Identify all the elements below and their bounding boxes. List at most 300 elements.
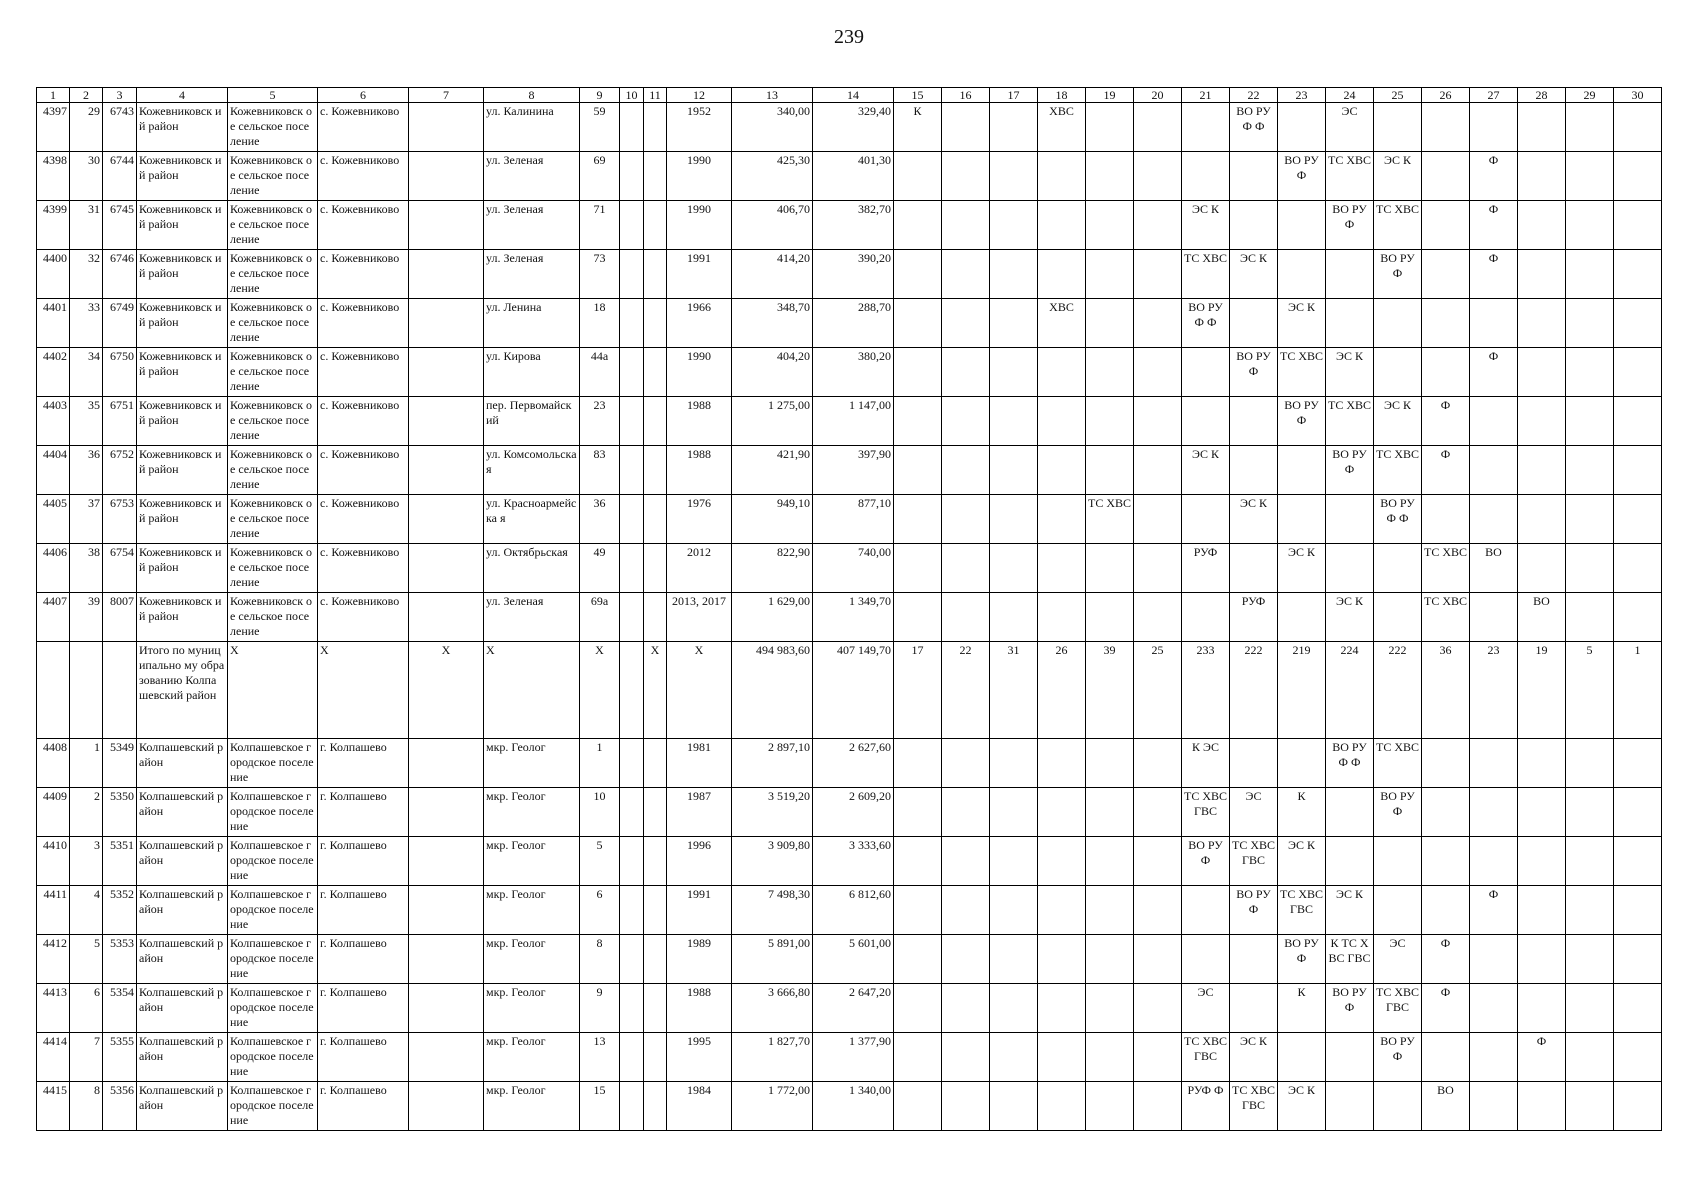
table-cell (644, 739, 667, 788)
table-cell (1038, 495, 1086, 544)
table-cell (1086, 397, 1134, 446)
table-cell: Кожевниковск ое сельское поселение (228, 397, 318, 446)
table-cell (1182, 495, 1230, 544)
table-cell: 35 (70, 397, 103, 446)
table-cell (1326, 837, 1374, 886)
table-cell (894, 201, 942, 250)
table-cell (1374, 886, 1422, 935)
table-cell: Кожевниковск ое сельское поселение (228, 593, 318, 642)
table-cell: с. Кожевниково (318, 495, 409, 544)
table-cell (990, 1033, 1038, 1082)
table-cell: 15 (580, 1082, 620, 1131)
table-cell (644, 544, 667, 593)
table-cell (942, 299, 990, 348)
table-cell (620, 299, 644, 348)
table-cell: с. Кожевниково (318, 397, 409, 446)
column-header-27: 27 (1470, 88, 1518, 103)
table-cell (990, 103, 1038, 152)
table-cell: ВО РУФ Ф (1230, 103, 1278, 152)
table-row (37, 788, 1662, 837)
table-cell (894, 1033, 942, 1082)
table-cell: 4406 (37, 544, 70, 593)
table-cell: г. Колпашево (318, 837, 409, 886)
column-header-3: 3 (103, 88, 137, 103)
table-row (37, 446, 1662, 495)
table-cell (1230, 544, 1278, 593)
table-cell (1614, 299, 1662, 348)
table-cell: 25 (1134, 642, 1182, 739)
table-cell: ТС ХВС (1182, 250, 1230, 299)
table-cell: К ЭС (1182, 739, 1230, 788)
table-cell: 406,70 (732, 201, 813, 250)
table-cell: ВО РУФ (1374, 1033, 1422, 1082)
table-cell: 1976 (667, 495, 732, 544)
table-cell: 5 891,00 (732, 935, 813, 984)
table-cell: 6752 (103, 446, 137, 495)
table-cell (1086, 348, 1134, 397)
table-cell: X (409, 642, 484, 739)
table-cell: 31 (990, 642, 1038, 739)
table-cell (1422, 201, 1470, 250)
table-cell (1134, 984, 1182, 1033)
table-cell: X (228, 642, 318, 739)
table-cell: мкр. Геолог (484, 1082, 580, 1131)
table-cell: 6 (580, 886, 620, 935)
table-cell (1614, 446, 1662, 495)
column-header-12: 12 (667, 88, 732, 103)
table-cell (894, 1082, 942, 1131)
table-row (37, 886, 1662, 935)
table-cell: ЭС (1374, 935, 1422, 984)
table-cell: 36 (1422, 642, 1470, 739)
table-cell (1038, 1033, 1086, 1082)
table-cell: ВО РУФ (1278, 397, 1326, 446)
table-cell: ЭС К (1230, 250, 1278, 299)
table-cell: 4399 (37, 201, 70, 250)
table-cell: 6751 (103, 397, 137, 446)
table-cell (1086, 103, 1134, 152)
table-cell (990, 397, 1038, 446)
table-cell (1134, 397, 1182, 446)
table-cell: Ф (1470, 152, 1518, 201)
table-cell (1614, 935, 1662, 984)
table-cell: 7 (70, 1033, 103, 1082)
table-cell (894, 886, 942, 935)
table-cell (990, 348, 1038, 397)
table-cell (644, 495, 667, 544)
table-cell: 3 666,80 (732, 984, 813, 1033)
table-cell: 1990 (667, 152, 732, 201)
table-cell: 6743 (103, 103, 137, 152)
column-header-18: 18 (1038, 88, 1086, 103)
table-cell (620, 348, 644, 397)
table-cell (942, 103, 990, 152)
table-cell (990, 788, 1038, 837)
table-cell: 39 (70, 593, 103, 642)
table-cell (1518, 544, 1566, 593)
table-cell: 4400 (37, 250, 70, 299)
table-cell: ТС ХВС ГВС (1230, 1082, 1278, 1131)
table-cell (620, 446, 644, 495)
table-cell (1182, 397, 1230, 446)
table-row (37, 1082, 1662, 1131)
table-cell (942, 984, 990, 1033)
table-cell (1038, 739, 1086, 788)
column-header-24: 24 (1326, 88, 1374, 103)
table-cell: 83 (580, 446, 620, 495)
table-cell: ТС ХВС ГВС (1230, 837, 1278, 886)
table-cell (620, 152, 644, 201)
table-cell: ул. Зеленая (484, 201, 580, 250)
column-header-1: 1 (37, 88, 70, 103)
table-cell (1614, 886, 1662, 935)
table-cell: 1 (70, 739, 103, 788)
table-cell (1230, 984, 1278, 1033)
table-cell (1326, 1033, 1374, 1082)
column-header-25: 25 (1374, 88, 1422, 103)
table-cell: ВО РУФ (1326, 446, 1374, 495)
table-cell (1086, 1082, 1134, 1131)
table-cell: ВО РУФ (1326, 984, 1374, 1033)
table-cell: X (644, 642, 667, 739)
table-cell (1086, 788, 1134, 837)
table-cell: 421,90 (732, 446, 813, 495)
table-cell (894, 544, 942, 593)
table-cell: мкр. Геолог (484, 739, 580, 788)
table-cell: 4410 (37, 837, 70, 886)
table-cell: 2013, 2017 (667, 593, 732, 642)
column-header-29: 29 (1566, 88, 1614, 103)
table-cell (942, 1033, 990, 1082)
column-header-17: 17 (990, 88, 1038, 103)
table-cell (990, 935, 1038, 984)
table-cell (942, 250, 990, 299)
table-cell: ул. Зеленая (484, 250, 580, 299)
table-cell (1326, 250, 1374, 299)
table-cell: ТС ХВС (1422, 544, 1470, 593)
table-cell: 1988 (667, 446, 732, 495)
table-cell (1134, 593, 1182, 642)
table-cell (1518, 299, 1566, 348)
table-row (37, 103, 1662, 152)
table-cell (1278, 739, 1326, 788)
table-cell (1086, 837, 1134, 886)
table-cell: г. Колпашево (318, 1082, 409, 1131)
table-cell: ВО РУФ (1374, 250, 1422, 299)
table-cell: Ф (1470, 250, 1518, 299)
table-cell: Колпашевский район (137, 837, 228, 886)
column-header-11: 11 (644, 88, 667, 103)
table-cell (1614, 250, 1662, 299)
table-cell (409, 446, 484, 495)
column-number-row (37, 88, 1662, 103)
table-cell: ЭС (1182, 984, 1230, 1033)
table-cell (1566, 348, 1614, 397)
table-cell (1470, 788, 1518, 837)
table-cell: мкр. Геолог (484, 837, 580, 886)
table-cell (1134, 348, 1182, 397)
table-cell: Колпашевское городское поселение (228, 788, 318, 837)
table-cell: 17 (894, 642, 942, 739)
table-cell: 1996 (667, 837, 732, 886)
table-cell (990, 201, 1038, 250)
table-cell: 2012 (667, 544, 732, 593)
table-cell (409, 544, 484, 593)
table-cell: 1 377,90 (813, 1033, 894, 1082)
table-cell (942, 397, 990, 446)
table-cell: Кожевниковск ое сельское поселение (228, 544, 318, 593)
table-row (37, 837, 1662, 886)
table-cell: 224 (1326, 642, 1374, 739)
table-cell: ЭС К (1278, 544, 1326, 593)
table-cell: ВО РУФ (1230, 886, 1278, 935)
table-cell: Колпашевский район (137, 1082, 228, 1131)
table-cell (1326, 788, 1374, 837)
table-cell: ВО РУФ (1278, 935, 1326, 984)
table-cell (409, 348, 484, 397)
table-cell (70, 642, 103, 739)
table-cell (644, 935, 667, 984)
table-cell: 31 (70, 201, 103, 250)
table-cell: ЭС К (1230, 1033, 1278, 1082)
table-cell (1278, 103, 1326, 152)
table-cell: X (318, 642, 409, 739)
table-cell: 2 897,10 (732, 739, 813, 788)
table-cell (644, 593, 667, 642)
table-cell: 1989 (667, 935, 732, 984)
table-cell (620, 739, 644, 788)
table-row (37, 984, 1662, 1033)
table-cell: ТС ХВС (1278, 348, 1326, 397)
table-cell (1086, 201, 1134, 250)
table-cell (1230, 446, 1278, 495)
table-cell: 1952 (667, 103, 732, 152)
table-cell (942, 201, 990, 250)
table-cell (1470, 593, 1518, 642)
table-cell: ЭС (1326, 103, 1374, 152)
table-cell: ТС ХВС (1326, 397, 1374, 446)
table-cell (1182, 886, 1230, 935)
table-cell (1566, 495, 1614, 544)
table-row (37, 642, 1662, 739)
table-cell: 6 (70, 984, 103, 1033)
table-cell (1038, 348, 1086, 397)
table-cell (990, 739, 1038, 788)
table-cell: 1 349,70 (813, 593, 894, 642)
table-cell: 3 (70, 837, 103, 886)
table-cell (1086, 935, 1134, 984)
table-cell (1614, 593, 1662, 642)
column-header-19: 19 (1086, 88, 1134, 103)
table-cell (1326, 1082, 1374, 1131)
table-cell: 6744 (103, 152, 137, 201)
table-cell (644, 348, 667, 397)
table-cell (1038, 152, 1086, 201)
table-cell: 2 609,20 (813, 788, 894, 837)
table-cell (1422, 348, 1470, 397)
table-cell (1422, 788, 1470, 837)
table-cell: ул. Комсомольская (484, 446, 580, 495)
table-cell (1134, 837, 1182, 886)
table-cell (1614, 152, 1662, 201)
table-cell (1614, 103, 1662, 152)
table-cell (1038, 446, 1086, 495)
table-cell: 2 (70, 788, 103, 837)
table-cell: 1990 (667, 348, 732, 397)
table-cell (1182, 935, 1230, 984)
table-cell (409, 103, 484, 152)
table-cell (1038, 837, 1086, 886)
table-cell: 1988 (667, 984, 732, 1033)
table-cell: Колпашевский район (137, 935, 228, 984)
table-cell (1374, 544, 1422, 593)
table-cell (1134, 299, 1182, 348)
table-cell: 414,20 (732, 250, 813, 299)
column-header-22: 22 (1230, 88, 1278, 103)
table-cell (1374, 593, 1422, 642)
table-cell: ХВС (1038, 103, 1086, 152)
table-cell (1134, 886, 1182, 935)
table-cell (942, 935, 990, 984)
table-cell (1518, 788, 1566, 837)
table-cell: 5 (70, 935, 103, 984)
table-cell (1134, 103, 1182, 152)
table-cell (1086, 984, 1134, 1033)
table-cell: ВО РУФ (1230, 348, 1278, 397)
column-header-30: 30 (1614, 88, 1662, 103)
table-cell (1614, 739, 1662, 788)
table-cell: 38 (70, 544, 103, 593)
table-cell: 5355 (103, 1033, 137, 1082)
table-cell (942, 348, 990, 397)
table-cell: 8 (70, 1082, 103, 1131)
table-cell (1566, 788, 1614, 837)
table-cell: пер. Первомайский (484, 397, 580, 446)
table-cell (1038, 935, 1086, 984)
table-row (37, 348, 1662, 397)
table-cell: 5350 (103, 788, 137, 837)
table-cell: 2 627,60 (813, 739, 894, 788)
table-cell: 32 (70, 250, 103, 299)
table-cell: 18 (580, 299, 620, 348)
table-cell (990, 593, 1038, 642)
table-cell: Ф (1422, 984, 1470, 1033)
table-cell (1182, 103, 1230, 152)
table-cell (942, 886, 990, 935)
table-cell: Кожевниковск ий район (137, 397, 228, 446)
table-cell (894, 739, 942, 788)
table-cell (1182, 152, 1230, 201)
table-cell (1326, 299, 1374, 348)
table-cell (1086, 446, 1134, 495)
table-cell (1086, 544, 1134, 593)
table-cell (1470, 397, 1518, 446)
table-cell (409, 886, 484, 935)
table-cell (1470, 103, 1518, 152)
table-cell: Колпашевское городское поселение (228, 1082, 318, 1131)
table-cell: 494 983,60 (732, 642, 813, 739)
table-cell (942, 495, 990, 544)
table-cell: X (580, 642, 620, 739)
table-cell: 4415 (37, 1082, 70, 1131)
table-cell (644, 1082, 667, 1131)
table-cell (990, 152, 1038, 201)
table-cell: ВО РУФ (1278, 152, 1326, 201)
table-cell (990, 495, 1038, 544)
table-cell (1374, 1082, 1422, 1131)
table-cell (620, 397, 644, 446)
table-cell: г. Колпашево (318, 1033, 409, 1082)
column-header-13: 13 (732, 88, 813, 103)
table-cell (1230, 739, 1278, 788)
table-cell: 5354 (103, 984, 137, 1033)
table-cell (620, 103, 644, 152)
table-cell: 4402 (37, 348, 70, 397)
table-cell (894, 788, 942, 837)
table-cell: ул. Ленина (484, 299, 580, 348)
table-cell (1182, 348, 1230, 397)
table-cell: Кожевниковск ое сельское поселение (228, 152, 318, 201)
table-cell: ЭС К (1374, 152, 1422, 201)
table-cell: 13 (580, 1033, 620, 1082)
table-cell (1422, 250, 1470, 299)
column-header-5: 5 (228, 88, 318, 103)
table-cell (1614, 201, 1662, 250)
table-cell: Колпашевский район (137, 1033, 228, 1082)
table-cell (1038, 593, 1086, 642)
table-cell: 1995 (667, 1033, 732, 1082)
table-cell: ХВС (1038, 299, 1086, 348)
table-cell: Кожевниковск ое сельское поселение (228, 299, 318, 348)
table-cell: 4412 (37, 935, 70, 984)
table-cell (620, 1082, 644, 1131)
table-cell (1134, 544, 1182, 593)
table-cell (1566, 886, 1614, 935)
table-cell (1038, 201, 1086, 250)
table-cell: 6749 (103, 299, 137, 348)
table-cell: Ф (1422, 935, 1470, 984)
table-cell: Ф (1518, 1033, 1566, 1082)
table-cell (1470, 1033, 1518, 1082)
table-cell (1134, 935, 1182, 984)
table-cell: Ф (1422, 446, 1470, 495)
table-cell (620, 544, 644, 593)
table-cell (1278, 593, 1326, 642)
table-cell: 33 (70, 299, 103, 348)
table-cell: Итого по муниципально му образованию Колпашевский район (137, 642, 228, 739)
table-cell (1566, 446, 1614, 495)
table-cell (409, 593, 484, 642)
table-cell: 407 149,70 (813, 642, 894, 739)
table-row (37, 299, 1662, 348)
table-cell (620, 250, 644, 299)
table-cell (1614, 1033, 1662, 1082)
table-cell: Ф (1470, 201, 1518, 250)
table-cell (409, 495, 484, 544)
table-cell (1278, 201, 1326, 250)
table-cell (1038, 544, 1086, 593)
table-row (37, 152, 1662, 201)
table-cell (990, 886, 1038, 935)
table-cell (1278, 250, 1326, 299)
table-cell: Кожевниковск ий район (137, 103, 228, 152)
table-cell (409, 837, 484, 886)
table-cell (620, 837, 644, 886)
table-cell: 19 (1518, 642, 1566, 739)
table-cell (1518, 837, 1566, 886)
table-cell: 1 147,00 (813, 397, 894, 446)
table-cell: с. Кожевниково (318, 152, 409, 201)
